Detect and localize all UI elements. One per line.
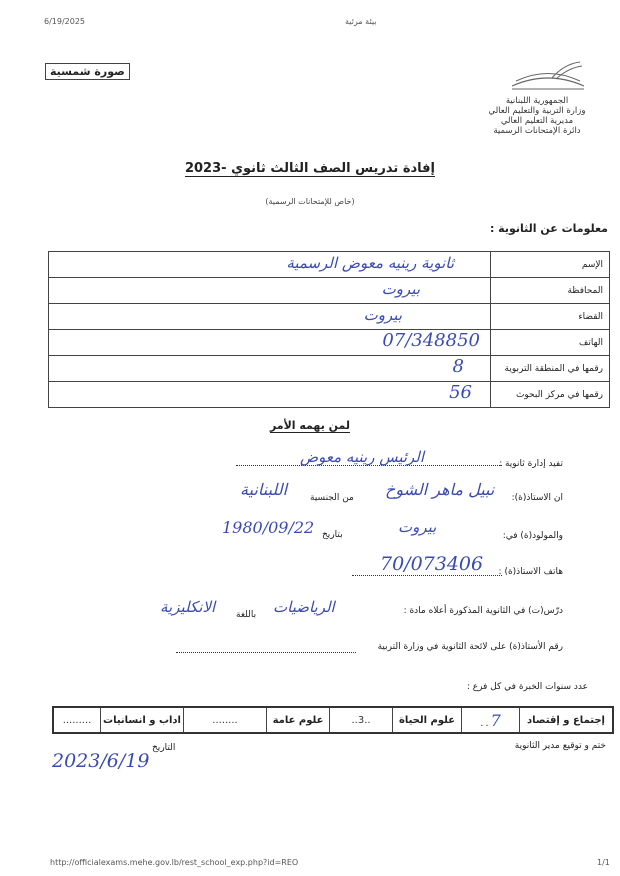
years-general-sciences: ........: [184, 707, 267, 733]
teacher-label: ان الاستاذ(ة):: [511, 493, 563, 503]
taught-label: درّس(ت) في الثانوية المذكورة أعلاه مادة :: [403, 606, 563, 616]
label-phone: الهاتف: [491, 330, 610, 356]
years-humanities: .........: [53, 707, 101, 733]
stamp-label: ختم و توقيع مدير الثانوية: [514, 741, 606, 751]
experience-table: [52, 706, 614, 734]
teacher-value: نبيل ماهر الشوخ: [385, 480, 495, 499]
table-row: [49, 382, 610, 408]
born-date: 1980/09/22: [222, 518, 315, 537]
table-row: [49, 356, 610, 382]
language-value: الانكليزية: [160, 598, 216, 616]
footer-url: http://officialexams.mehe.gov.lb/rest_school_exp.php?id=REO: [50, 858, 299, 867]
date-label: التاريخ: [152, 743, 176, 753]
footer-page: 1/1: [597, 858, 610, 867]
label-district: القضاء: [491, 304, 610, 330]
years-label: عدد سنوات الخبرة في كل فرع :: [466, 682, 588, 692]
branch-general-sciences: علوم عامة: [267, 707, 330, 733]
branch-life-sciences: علوم الحياة: [393, 707, 462, 733]
table-row: [49, 330, 610, 356]
value-region-number: 8: [452, 356, 464, 377]
signature-date: 2023/6/19: [52, 750, 150, 772]
to-whom-heading: لمن يهمه الأمر: [269, 419, 351, 432]
table-row: [49, 278, 610, 304]
ministry-line: الجمهورية اللبنانية: [505, 96, 569, 106]
print-header: بيئة مرئية: [345, 17, 377, 26]
born-place: بيروت: [398, 518, 437, 536]
school-info-heading: معلومات عن الثانوية :: [489, 222, 608, 235]
branch-socioeconomic: إجتماع و إقتصاد: [520, 707, 614, 733]
ministry-header: [482, 96, 592, 136]
ministry-line: وزارة التربية والتعليم العالي: [488, 106, 586, 116]
label-research-number: رقمها في مركز البحوث: [491, 382, 610, 408]
admin-label: تفيد إدارة ثانوية :: [499, 459, 563, 469]
page-title: إفادة تدريس الصف الثالث ثانوي -2023: [184, 161, 436, 176]
ministry-logo-icon: [508, 60, 588, 92]
language-label: باللغة: [236, 610, 257, 620]
table-row: [49, 252, 610, 278]
print-date: 6/19/2025: [44, 17, 86, 26]
admin-value: الرئيس رينيه معوض: [300, 448, 425, 466]
ministry-line: دائرة الإمتحانات الرسمية: [493, 126, 581, 136]
nationality-value: اللبنانية: [240, 480, 288, 499]
page-subtitle: (خاص للإمتحانات الرسمية): [265, 197, 355, 206]
value-phone: 07/348850: [382, 330, 480, 351]
value-district: بيروت: [363, 306, 402, 324]
nationality-label: من الجنسية: [310, 493, 354, 503]
ministry-line: مديرية التعليم العالي: [500, 116, 574, 126]
teacher-phone-label: هاتف الاستاذ(ة) :: [498, 567, 563, 577]
table-row: [49, 304, 610, 330]
years-life-sciences: 3: [357, 714, 365, 726]
photo-label: صورة شمسية: [45, 63, 130, 80]
value-name: ثانوية رينيه معوض الرسمية: [286, 254, 454, 272]
born-label: والمولود(ة) في:: [502, 531, 563, 541]
years-socioeconomic: 7: [490, 710, 501, 730]
label-governorate: المحافظة: [491, 278, 610, 304]
born-date-label: بتاريخ: [322, 530, 343, 540]
value-research-number: 56: [449, 382, 472, 403]
value-governorate: بيروت: [381, 280, 420, 298]
label-region-number: رقمها في المنطقة التربوية: [491, 356, 610, 382]
school-info-table: [48, 251, 610, 408]
table-row: إجتماع و إقتصاد 7.. علوم الحياة ..3.. علوم عامة ........ اداب و انسانيات .........: [53, 707, 613, 733]
teacher-number-label: رقم الأستاذ(ة) على لائحة الثانوية في وزارة التربية: [377, 642, 563, 652]
teacher-number-dots: [176, 651, 356, 653]
branch-humanities: اداب و انسانيات: [101, 707, 184, 733]
teacher-phone-value: 70/073406: [380, 553, 484, 575]
subject-value: الرياضيات: [273, 598, 335, 616]
label-name: الإسم: [491, 252, 610, 278]
